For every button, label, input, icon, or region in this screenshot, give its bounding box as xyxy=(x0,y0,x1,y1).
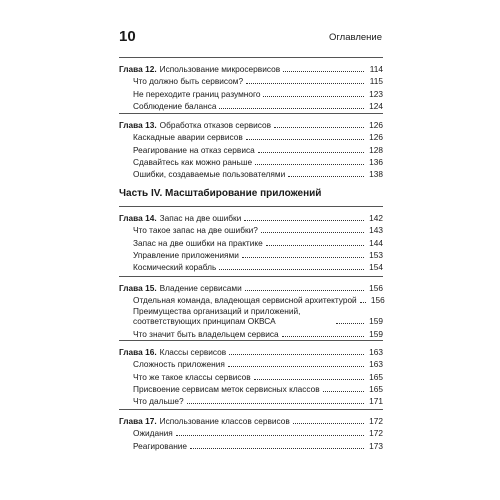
chapter-label: Глава 14. xyxy=(119,213,157,223)
section-title: Запас на две ошибки на практике xyxy=(133,237,263,248)
section-title: Сдавайтесь как можно раньше xyxy=(133,156,253,167)
page-ref: 163 xyxy=(369,347,383,357)
dot-leader xyxy=(283,71,364,72)
section-title: Что дальше? xyxy=(133,396,184,407)
toc-entry-section[interactable] xyxy=(119,74,383,86)
dot-leader xyxy=(254,379,364,380)
section-title: Реагирование xyxy=(133,440,188,451)
chapter-label: Глава 13. xyxy=(119,120,157,130)
toc-entry-section[interactable] xyxy=(119,326,383,338)
toc-entry-section[interactable] xyxy=(119,438,383,450)
dot-leader xyxy=(282,336,364,337)
chapter-14 xyxy=(119,206,383,272)
dot-leader xyxy=(176,435,364,436)
toc-entry-section[interactable] xyxy=(119,369,383,381)
chapter-title: Классы сервисов xyxy=(159,347,227,357)
dot-leader xyxy=(187,403,364,404)
toc-entry-section[interactable] xyxy=(119,86,383,98)
section-title: Что такое запас на две ошибки? xyxy=(133,225,258,236)
page-ref: 165 xyxy=(369,371,383,382)
page-ref: 156 xyxy=(370,295,385,306)
dot-leader xyxy=(244,220,364,221)
dot-leader xyxy=(274,127,364,128)
page-ref: 123 xyxy=(369,88,383,99)
dot-leader xyxy=(228,366,364,367)
chapter-label: Глава 12. xyxy=(119,64,157,74)
chapter-title: Использование классов сервисов xyxy=(159,416,290,426)
toc-entry-chapter[interactable] xyxy=(119,344,383,357)
section-title: Реагирование на отказ сервиса xyxy=(133,144,255,155)
toc-entry-section[interactable] xyxy=(119,130,383,142)
dot-leader xyxy=(360,302,366,303)
toc-entry-chapter[interactable] xyxy=(119,61,383,74)
dot-leader xyxy=(242,257,364,258)
page-number: 10 xyxy=(119,28,136,45)
section-title: Сложность приложения xyxy=(133,359,225,370)
dot-leader xyxy=(246,83,364,84)
page-ref: 124 xyxy=(369,100,383,111)
page-ref: 144 xyxy=(369,237,383,248)
toc-entry-section[interactable] xyxy=(119,223,383,235)
dot-leader xyxy=(293,423,364,424)
toc-entry-chapter[interactable] xyxy=(119,210,383,223)
toc-entry-section[interactable] xyxy=(119,293,383,305)
section-title: Что должно быть сервисом? xyxy=(133,76,244,87)
chapter-title: Использование микросервисов xyxy=(159,64,281,74)
dot-leader xyxy=(323,391,364,392)
running-header xyxy=(119,28,382,48)
chapter-15 xyxy=(119,276,383,339)
section-title: Соблюдение баланса xyxy=(133,100,217,111)
chapter-label: Глава 15. xyxy=(119,283,157,293)
toc-entry-section[interactable] xyxy=(119,260,383,272)
toc-entry-section[interactable] xyxy=(119,167,383,179)
dot-leader xyxy=(336,323,364,324)
dot-leader xyxy=(288,176,364,177)
dot-leader xyxy=(255,164,364,165)
toc-entry-chapter[interactable] xyxy=(119,413,383,426)
section-title: Присвоение сервисам меток сервисных классов xyxy=(133,383,320,394)
toc-entry-section[interactable] xyxy=(119,394,383,406)
chapter-title: Владение сервисами xyxy=(159,283,242,293)
page-ref: 159 xyxy=(369,316,383,327)
chapter-17 xyxy=(119,409,383,451)
dot-leader xyxy=(266,245,364,246)
section-title: Ожидания xyxy=(133,428,173,439)
dot-leader xyxy=(246,139,364,140)
dot-leader xyxy=(263,96,364,97)
chapter-title: Обработка отказов сервисов xyxy=(159,120,272,130)
page-ref: 165 xyxy=(369,383,383,394)
dot-leader xyxy=(245,290,364,291)
section-title: Что значит быть владельцем сервиса xyxy=(133,328,279,339)
page-ref: 156 xyxy=(369,283,383,293)
toc-entry-section[interactable] xyxy=(119,382,383,394)
section-title: Ошибки, создаваемые пользователями xyxy=(133,169,286,180)
page-ref: 173 xyxy=(369,440,383,451)
section-title: Каскадные аварии сервисов xyxy=(133,132,243,143)
chapter-13 xyxy=(119,113,383,179)
page-ref: 143 xyxy=(369,225,383,236)
section-title: Космический корабль xyxy=(133,262,217,273)
section-title: Не переходите границ разумного xyxy=(133,88,261,99)
toc-entry-section[interactable] xyxy=(119,248,383,260)
page-ref: 171 xyxy=(369,396,383,407)
chapter-title: Запас на две ошибки xyxy=(159,213,242,223)
page-ref: 138 xyxy=(369,169,383,180)
page-ref: 159 xyxy=(369,328,383,339)
toc-entry-chapter[interactable] xyxy=(119,117,383,130)
page-ref: 126 xyxy=(369,132,383,143)
toc-entry-section[interactable] xyxy=(119,99,383,111)
part-heading: Часть IV. Масштабирование приложений xyxy=(119,188,322,199)
toc-entry-section[interactable] xyxy=(119,235,383,247)
toc-entry-section[interactable] xyxy=(119,155,383,167)
dot-leader xyxy=(219,108,364,109)
toc-entry-section[interactable] xyxy=(119,357,383,369)
toc-entry-section[interactable] xyxy=(119,426,383,438)
section-title: Что же такое классы сервисов xyxy=(133,371,251,382)
page-ref: 172 xyxy=(369,428,383,439)
page-ref: 172 xyxy=(369,416,383,426)
page-ref: 163 xyxy=(369,359,383,370)
page-ref: 142 xyxy=(369,213,383,223)
section-title: Преимущества организаций и приложений, соответствующих принципам ОКВСА xyxy=(133,306,301,326)
dot-leader xyxy=(258,152,364,153)
toc-entry-chapter[interactable] xyxy=(119,280,383,293)
toc-entry-section[interactable] xyxy=(119,142,383,154)
chapter-12 xyxy=(119,57,383,111)
page-ref: 114 xyxy=(369,64,383,74)
page-ref: 126 xyxy=(369,120,383,130)
chapter-label: Глава 17. xyxy=(119,416,157,426)
dot-leader xyxy=(190,448,364,449)
running-title: Оглавление xyxy=(329,32,382,43)
page-ref: 136 xyxy=(369,156,383,167)
section-title: Управление приложениями xyxy=(133,249,239,260)
chapter-label: Глава 16. xyxy=(119,347,157,357)
page-ref: 115 xyxy=(369,76,383,87)
dot-leader xyxy=(219,269,364,270)
dot-leader xyxy=(229,354,364,355)
page-ref: 154 xyxy=(369,262,383,273)
section-title: Отдельная команда, владеющая сервисной архитектурой xyxy=(133,295,357,306)
page-ref: 153 xyxy=(369,249,383,260)
page-ref: 128 xyxy=(369,144,383,155)
dot-leader xyxy=(261,232,364,233)
chapter-16 xyxy=(119,340,383,406)
toc-entry-section[interactable] xyxy=(119,305,383,326)
